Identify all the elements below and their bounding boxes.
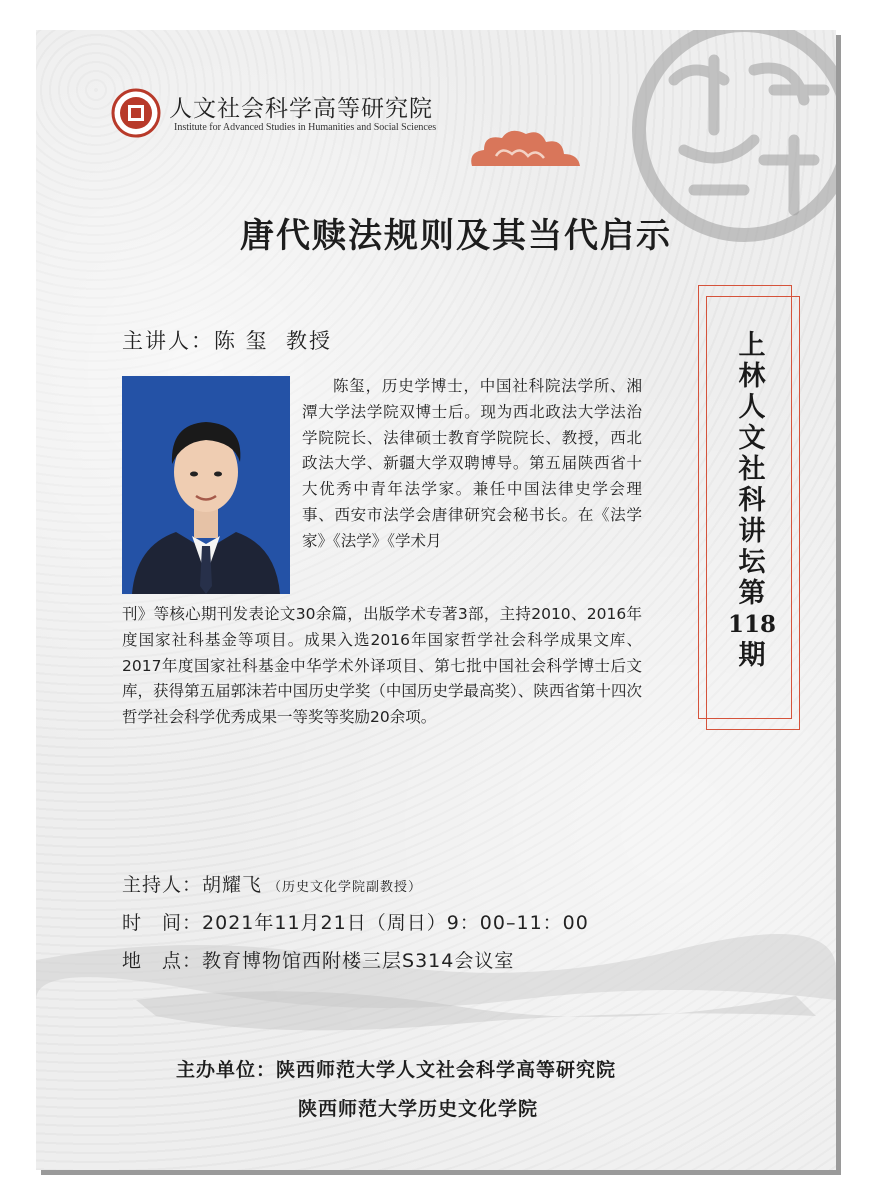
series-char: 第 (738, 578, 766, 609)
auspicious-cloud-icon (466, 126, 586, 176)
time-value: 2021年11月21日（周日）9：00–11：00 (202, 912, 589, 934)
host-note: （历史文化学院副教授） (268, 880, 423, 895)
time-line (122, 908, 589, 935)
lecture-title: 唐代赎法规则及其当代启示 (240, 216, 672, 256)
host-label: 主持人： (122, 874, 203, 896)
institute-name-cn: 人文社会科学高等研究院 (169, 96, 433, 122)
poster (36, 30, 836, 1170)
series-suffix: 期 (738, 640, 766, 671)
organizer-2: 陕西师范大学历史文化学院 (298, 1098, 539, 1120)
series-label (716, 330, 788, 671)
speaker-name: 陈 玺 (214, 329, 269, 353)
place-line (122, 946, 514, 973)
speaker-label: 主讲人： (122, 329, 214, 353)
series-char: 林 (738, 361, 766, 392)
series-char: 讲 (738, 516, 766, 547)
organizer-label: 主办单位： (176, 1059, 277, 1081)
speaker-bio-part2: 刊》等核心期刊发表论文30余篇，出版学术专著3部，主持2010、2016年度国家社科基金等项目。成果入选2016年国家哲学社会科学成果文库、2017年度国家社科基金中华学术外译项目、第七批中国社会科学博士后文库，获得第五届郭沫若中国历史学奖（中国历史学最高奖）、陕西省第十四次哲学社会科学优秀成果一等奖等奖励20余项。 (122, 605, 642, 727)
place-value: 教育博物馆西附楼三层S314会议室 (202, 950, 515, 972)
series-char: 文 (738, 423, 766, 454)
speaker-photo (122, 376, 290, 594)
series-char: 社 (738, 454, 766, 485)
time-label: 时 间： (122, 912, 203, 934)
ink-mist-decoration (36, 920, 836, 1040)
place-label: 地 点： (122, 950, 203, 972)
series-char: 上 (738, 330, 766, 361)
speaker-bio-part1: 陈玺，历史学博士，中国社科院法学所、湘潭大学法学院双博士后。现为西北政法大学法治学院院长、法律硕士教育学院院长、教授，西北政法大学、新疆大学双聘博导。第五届陕西省十大优秀中青年法学家。兼任中国法律史学会理事、西安市法学会唐律研究会秘书长。在《法学家》《法学》《学术月 (302, 377, 642, 550)
speaker-line (122, 325, 332, 355)
institute-name-en: Institute for Advanced Studies in Humanities and Social Sciences (174, 122, 437, 133)
speaker-role: 教授 (286, 329, 333, 353)
institute-logo (111, 88, 471, 142)
host-line (122, 870, 422, 897)
institute-seal-icon (111, 88, 161, 138)
series-number: 118 (727, 611, 776, 638)
series-char: 坛 (738, 547, 766, 578)
organizer-line-1 (176, 1055, 616, 1082)
organizer-1: 陕西师范大学人文社会科学高等研究院 (276, 1059, 617, 1081)
host-name: 胡耀飞 (202, 874, 263, 896)
series-char: 人 (738, 392, 766, 423)
series-char: 科 (738, 485, 766, 516)
